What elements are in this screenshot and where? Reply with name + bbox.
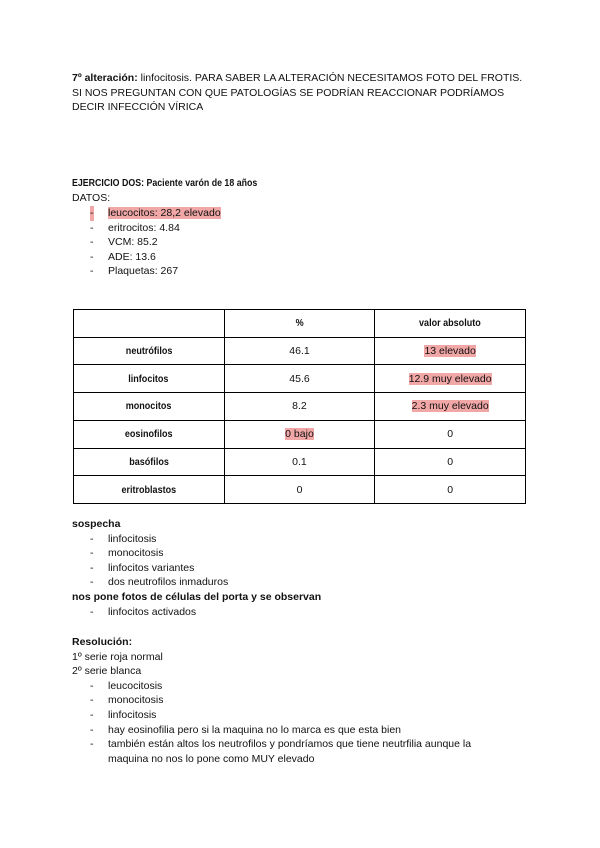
datos-item-text: Plaquetas: 267 — [108, 265, 179, 278]
resolucion-line-2: 2º serie blanca — [72, 665, 142, 678]
datos-item-text: eritrocitos: 4.84 — [108, 221, 180, 234]
list-item: - linfocitos variantes — [90, 561, 195, 574]
list-item: - leucocitosis — [90, 679, 163, 692]
list-item: - linfocitosis — [90, 708, 157, 721]
row-label: monocitos — [74, 393, 225, 421]
row-label: neutrófilos — [74, 337, 225, 365]
list-item — [72, 221, 221, 236]
dash-bullet: - — [90, 532, 94, 545]
dash-bullet: - — [90, 679, 94, 692]
table-row — [74, 393, 526, 421]
percent-cell: 45.6 — [224, 365, 375, 393]
dash-bullet: - — [90, 738, 94, 751]
percent-cell: 0 bajo — [224, 420, 375, 448]
list-item: - linfocitosis — [90, 532, 157, 545]
list-item: - monocitosis — [90, 694, 164, 707]
table-row — [74, 420, 526, 448]
table-header-row — [74, 310, 526, 338]
dash-bullet: - — [90, 547, 94, 560]
table-row — [74, 365, 526, 393]
percent-cell: 0.1 — [224, 448, 375, 476]
row-label: basófilos — [74, 448, 225, 476]
dash-bullet: - — [90, 265, 94, 278]
dash-bullet: - — [90, 221, 94, 234]
datos-item-text: ADE: 13.6 — [108, 250, 156, 263]
list-item: - monocitosis — [90, 547, 164, 560]
dash-bullet: - — [90, 605, 94, 618]
dash-bullet: - — [90, 723, 94, 736]
list-item: - dos neutrofilos inmaduros — [90, 576, 229, 589]
percent-cell: 8.2 — [224, 393, 375, 421]
fotos-title: nos pone fotos de células del porta y se observan — [72, 590, 322, 603]
resolucion-section — [72, 635, 508, 766]
resolucion-title: Resolución: — [72, 636, 133, 648]
table-row — [74, 337, 526, 365]
row-label: eritroblastos — [74, 476, 225, 504]
absolute-cell: 12.9 muy elevado — [375, 365, 526, 393]
dash-bullet: - — [90, 561, 94, 574]
absolute-cell: 0 — [375, 420, 526, 448]
dash-bullet: - — [90, 207, 94, 219]
exercise-title: EJERCICIO DOS: Paciente varón de 18 años — [72, 177, 258, 189]
sospecha-list — [72, 532, 321, 590]
resolucion-line-1: 1º serie roja normal — [72, 650, 163, 663]
absolute-cell: 0 — [375, 476, 526, 504]
header-empty — [74, 310, 225, 338]
percent-cell: 46.1 — [224, 337, 375, 365]
percent-cell: 0 — [224, 476, 375, 504]
list-item: - linfocitos activados — [90, 605, 197, 618]
intro-text: linfocitosis. PARA SABER LA ALTERACIÓN NECESITAMOS FOTO DEL FROTIS. SI NOS PREGUNTAN CON QUE PATOLOGÍAS SE PODRÍAN REACCIONAR PODRÍAMOS DECIR INFECCIÓN VÍRICA — [72, 72, 523, 113]
list-item: - hay eosinofilia pero si la maquina no lo marca es que esta bien — [90, 723, 402, 736]
table-row — [74, 448, 526, 476]
absolute-cell: 13 elevado — [375, 337, 526, 365]
list-item — [72, 250, 221, 265]
dash-bullet: - — [90, 694, 94, 707]
row-label: linfocitos — [74, 365, 225, 393]
list-item — [72, 235, 221, 250]
dash-bullet: - — [90, 576, 94, 589]
intro-paragraph — [72, 71, 532, 115]
datos-item-text: leucocitos: 28,2 elevado — [108, 207, 221, 219]
sospecha-title: sospecha — [72, 518, 121, 530]
header-percent: % — [224, 310, 375, 338]
dash-bullet: - — [90, 250, 94, 263]
row-label: eosinofilos — [74, 420, 225, 448]
datos-item-text: VCM: 85.2 — [108, 236, 158, 249]
resolucion-list — [72, 679, 508, 767]
intro-label: 7º alteración: — [72, 72, 138, 84]
header-absolute: valor absoluto — [375, 310, 526, 338]
sospecha-section — [72, 517, 321, 619]
dash-bullet: - — [90, 236, 94, 249]
table-row — [74, 476, 526, 504]
absolute-cell: 0 — [375, 448, 526, 476]
datos-list — [72, 206, 221, 279]
list-item — [72, 264, 221, 279]
datos-label: DATOS: — [72, 192, 111, 204]
fotos-list — [72, 605, 321, 620]
absolute-cell: 2.3 muy elevado — [375, 393, 526, 421]
list-item — [72, 206, 221, 221]
dash-bullet: - — [90, 708, 94, 721]
list-item: - también están altos los neutrofilos y pondríamos que tiene neutrfilia aunque la maquina no nos lo pone como MUY elevado — [90, 738, 472, 765]
results-table — [73, 309, 526, 504]
